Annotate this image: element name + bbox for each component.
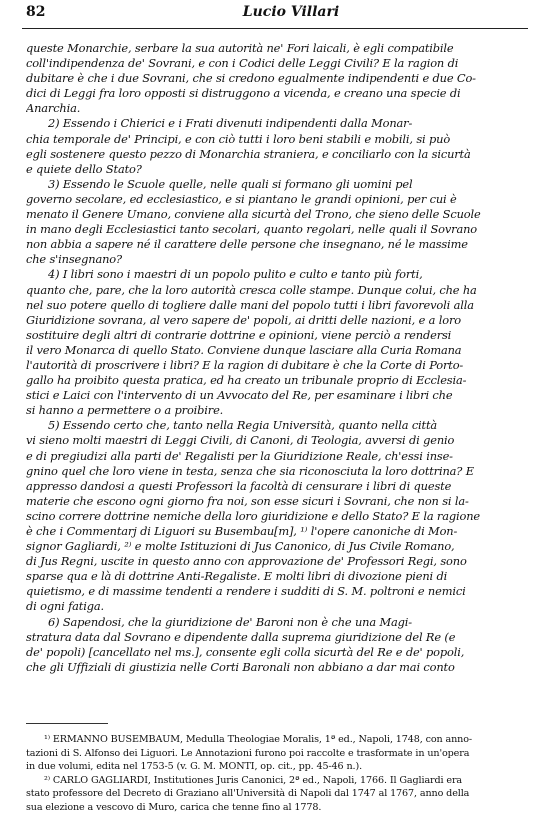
body-line: nel suo potere quello di togliere dalle mani del popolo tutti i libri favorevoli alla — [26, 297, 474, 312]
body-line: che gli Uffiziali di giustizia nelle Corti Baronali non abbiano a dar mai conto — [26, 659, 455, 674]
body-line: si hanno a permettere o a proibire. — [26, 403, 224, 418]
body-line: 2) Essendo i Chierici e i Frati divenuti indipendenti dalla Monar- — [48, 116, 413, 131]
body-line: 4) I libri sono i maestri di un popolo pulito e culto e tanto più forti, — [48, 267, 423, 282]
body-line: di ogni fatiga. — [26, 599, 104, 614]
body-line: vi sieno molti maestri di Leggi Civili, di Canoni, di Teologia, avversi di genio — [26, 433, 455, 448]
running-title: Lucio Villari — [242, 4, 340, 20]
body-line: materie che escono ogni giorno fra noi, son esse sicuri i Sovrani, che non si la- — [26, 493, 469, 508]
footnote-line: stato professore del Decreto di Graziano all'Università di Napoli dal 1747 al 1767, anno della — [26, 788, 470, 800]
footnote-line: tazioni di S. Alfonso dei Liguori. Le Annotazioni furono poi raccolte e trasformate in un'opera — [26, 747, 470, 759]
body-line: appresso dandosi a questi Professori la facoltà di censurare i libri di queste — [26, 478, 452, 493]
body-line: stratura data dal Sovrano e dipendente dalla suprema giuridizione del Re (e — [26, 629, 456, 644]
body-text — [26, 41, 526, 675]
body-line: signor Gagliardi, ²⁾ e molte Istituzioni di Jus Canonico, di Jus Civile Romano, — [26, 539, 455, 554]
body-line: quietismo, e di massime tendenti a rendere i sudditi di S. M. poltroni e nemici — [26, 584, 466, 599]
body-line: Anarchia. — [26, 101, 81, 116]
body-line: coll'indipendenza de' Sovrani, e con i Codici delle Leggi Civili? E la ragion di — [26, 56, 459, 71]
body-line: egli sostenere questo pezzo di Monarchia straniera, e conciliarlo con la sicurtà — [26, 146, 471, 161]
footnote-line: sua elezione a vescovo di Muro, carica che tenne fino al 1778. — [26, 801, 322, 813]
body-line: 5) Essendo certo che, tanto nella Regia Università, quanto nella città — [48, 418, 438, 433]
body-line: stici e Laici con l'intervento di un Avvocato del Re, per esaminare i libri che — [26, 388, 453, 403]
body-line: e di pregiudizi alla parti de' Regalisti per la Giuridizione Reale, ch'essi inse- — [26, 448, 453, 463]
body-line: chia temporale de' Principi, e con ciò tutti i loro beni stabili e mobili, si può — [26, 131, 451, 146]
footnote-line: ¹⁾ ERMANNO BUSEMBAUM, Medulla Theologiae Moralis, 1ª ed., Napoli, 1748, con anno- — [44, 734, 472, 745]
body-line: dici di Leggi fra loro opposti si distruggono a vicenda, e creano una specie di — [26, 86, 461, 101]
page-number: 82 — [26, 4, 46, 20]
footnotes — [26, 733, 526, 815]
body-line: l'autorità di proscrivere i libri? E la ragion di dubitare è che la Corte di Porto- — [26, 357, 464, 372]
body-line: de' popoli) [cancellato nel ms.], consente egli colla sicurtà del Re e de' popoli, — [26, 644, 465, 659]
body-line: in mano degli Ecclesiastici tanto secolari, quanto regolari, nelle quali il Sovrano — [26, 222, 477, 237]
header-rule — [22, 28, 528, 29]
body-line: 3) Essendo le Scuole quelle, nelle quali si formano gli uomini pel — [48, 176, 413, 191]
body-line: il vero Monarca di quello Stato. Conviene dunque lasciare alla Curia Romana — [26, 342, 462, 357]
body-line: e quiete dello Stato? — [26, 161, 142, 176]
body-line: scino correre dottrine nemiche della loro giuridizione e dello Stato? E la ragione — [26, 508, 480, 523]
body-line: Giuridizione sovrana, al vero sapere de' popoli, ai dritti delle nazioni, e a loro — [26, 312, 461, 327]
body-line: non abbia a sapere né il carattere delle persone che insegnano, né le massime — [26, 237, 468, 252]
body-line: dubitare è che i due Sovrani, che si credono egualmente indipendenti e due Co- — [26, 71, 476, 86]
body-line: sostituire degli altri di contrarie dottrine e opinioni, viene perciò a rendersi — [26, 327, 452, 342]
body-line: 6) Sapendosi, che la giuridizione de' Baroni non è che una Magi- — [48, 614, 412, 629]
footnote-rule — [26, 723, 108, 724]
body-line: queste Monarchie, serbare la sua autorità ne' Fori laicali, è egli compatibile — [26, 41, 454, 55]
footnote-line: in due volumi, edita nel 1753-5 (v. G. M. MONTI, op. cit., pp. 45-46 n.). — [26, 761, 362, 773]
body-line: è che i Commentarj di Liguori su Busembau[m], ¹⁾ l'opere canoniche di Mon- — [26, 524, 458, 538]
body-line: che s'insegnano? — [26, 252, 122, 267]
body-line: governo secolare, ed ecclesiastico, e si piantano le grandi opinioni, per cui è — [26, 191, 457, 206]
page-header — [26, 4, 520, 24]
body-line: gallo ha proibito questa pratica, ed ha creato un tribunale proprio di Ecclesia- — [26, 373, 467, 388]
body-line: gnino quel che loro viene in testa, senza che sia riconosciuta la loro dottrina? E — [26, 463, 474, 478]
body-line: menato il Genere Umano, conviene alla sicurtà del Trono, che sieno delle Scuole — [26, 207, 481, 222]
body-line: quanto che, pare, che la loro autorità cresca colle stampe. Dunque colui, che ha — [26, 282, 477, 297]
footnote-line: ²⁾ CARLO GAGLIARDI, Institutiones Juris Canonici, 2ª ed., Napoli, 1766. Il Gagliardi era — [44, 774, 463, 786]
body-line: di Jus Regni, uscite in questo anno con approvazione de' Professori Regi, sono — [26, 554, 467, 569]
body-line: sparse qua e là di dottrine Anti-Regaliste. E molti libri di divozione pieni di — [26, 569, 448, 584]
